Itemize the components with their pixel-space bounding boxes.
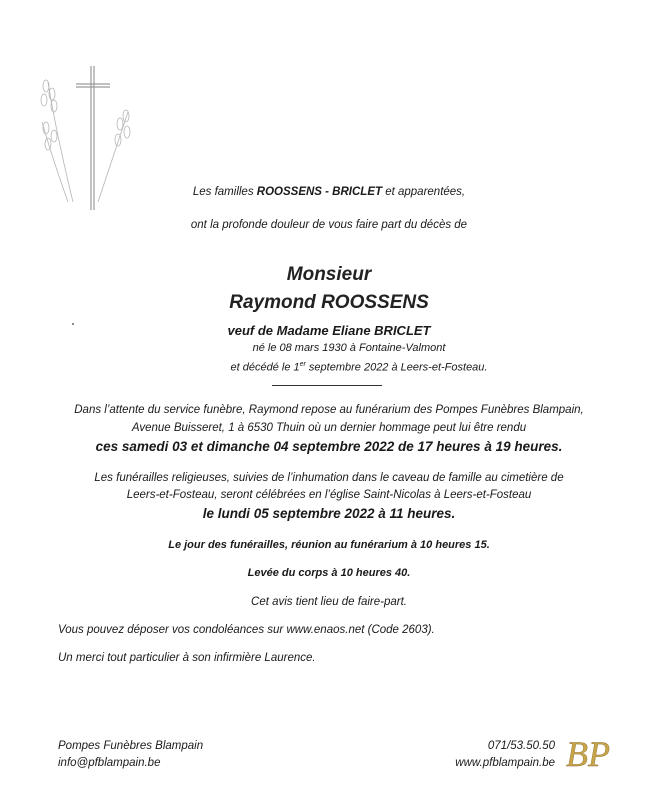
visitation-line-2: Avenue Buisseret, 1 à 6530 Thuin où un dernier hommage peut lui être rendu (131, 422, 527, 434)
intro-prefix: Les familles (192, 186, 257, 198)
meeting-note: Le jour des funérailles, réunion au funérarium à 10 heures 15. (168, 539, 490, 551)
footer-email[interactable]: info@pfblampain.be (58, 757, 161, 769)
levee-note: Levée du corps à 10 heures 40. (247, 567, 411, 579)
deceased-name: Raymond ROOSSENS (229, 292, 429, 313)
funeral-line-1: Les funérailles religieuses, suivies de l’inhumation dans le caveau de famille au cimetière de (94, 472, 564, 484)
thanks-note: Un merci tout particulier à son infirmière Laurence. (58, 652, 316, 664)
died-line (30, 357, 658, 376)
separator-line (272, 385, 382, 386)
died-suffix: septembre 2022 à Leers-et-Fosteau. (305, 361, 488, 374)
footer-website[interactable]: www.pfblampain.be (455, 757, 555, 769)
footer-phone: 071/53.50.50 (487, 740, 555, 752)
intro-families-line (0, 185, 658, 200)
widower-line: veuf de Madame Eliane BRICLET (227, 323, 431, 338)
died-sup: er (299, 361, 306, 368)
intro-suffix: et apparentées, (382, 186, 466, 198)
condolences-note: Vous pouvez déposer vos condoléances sur www.enaos.net (Code 2603). (58, 624, 435, 636)
notice-note: Cet avis tient lieu de faire-part. (251, 596, 407, 608)
family-names: ROOSSENS - BRICLET (256, 186, 383, 198)
visitation-line-1: Dans l’attente du service funèbre, Raymond repose au funérarium des Pompes Funèbres Blampain, (74, 404, 584, 416)
born-line: né le 08 mars 1930 à Fontaine-Valmont (252, 342, 446, 354)
intro-announcement: ont la profonde douleur de vous faire part du décès de (190, 219, 468, 231)
visitation-dates: ces samedi 03 et dimanche 04 septembre 2022 de 17 heures à 19 heures. (95, 439, 563, 454)
footer-company: Pompes Funèbres Blampain (58, 740, 204, 752)
logo-text: BP (566, 734, 610, 774)
deceased-title: Monsieur (286, 264, 372, 285)
bp-monogram-logo (560, 730, 632, 776)
died-prefix: et décédé le 1 (230, 361, 300, 374)
funeral-date: le lundi 05 septembre 2022 à 11 heures. (202, 506, 456, 521)
funeral-line-2: Leers-et-Fosteau, seront célébrées en l’église Saint-Nicolas à Leers-et-Fosteau (126, 489, 532, 501)
